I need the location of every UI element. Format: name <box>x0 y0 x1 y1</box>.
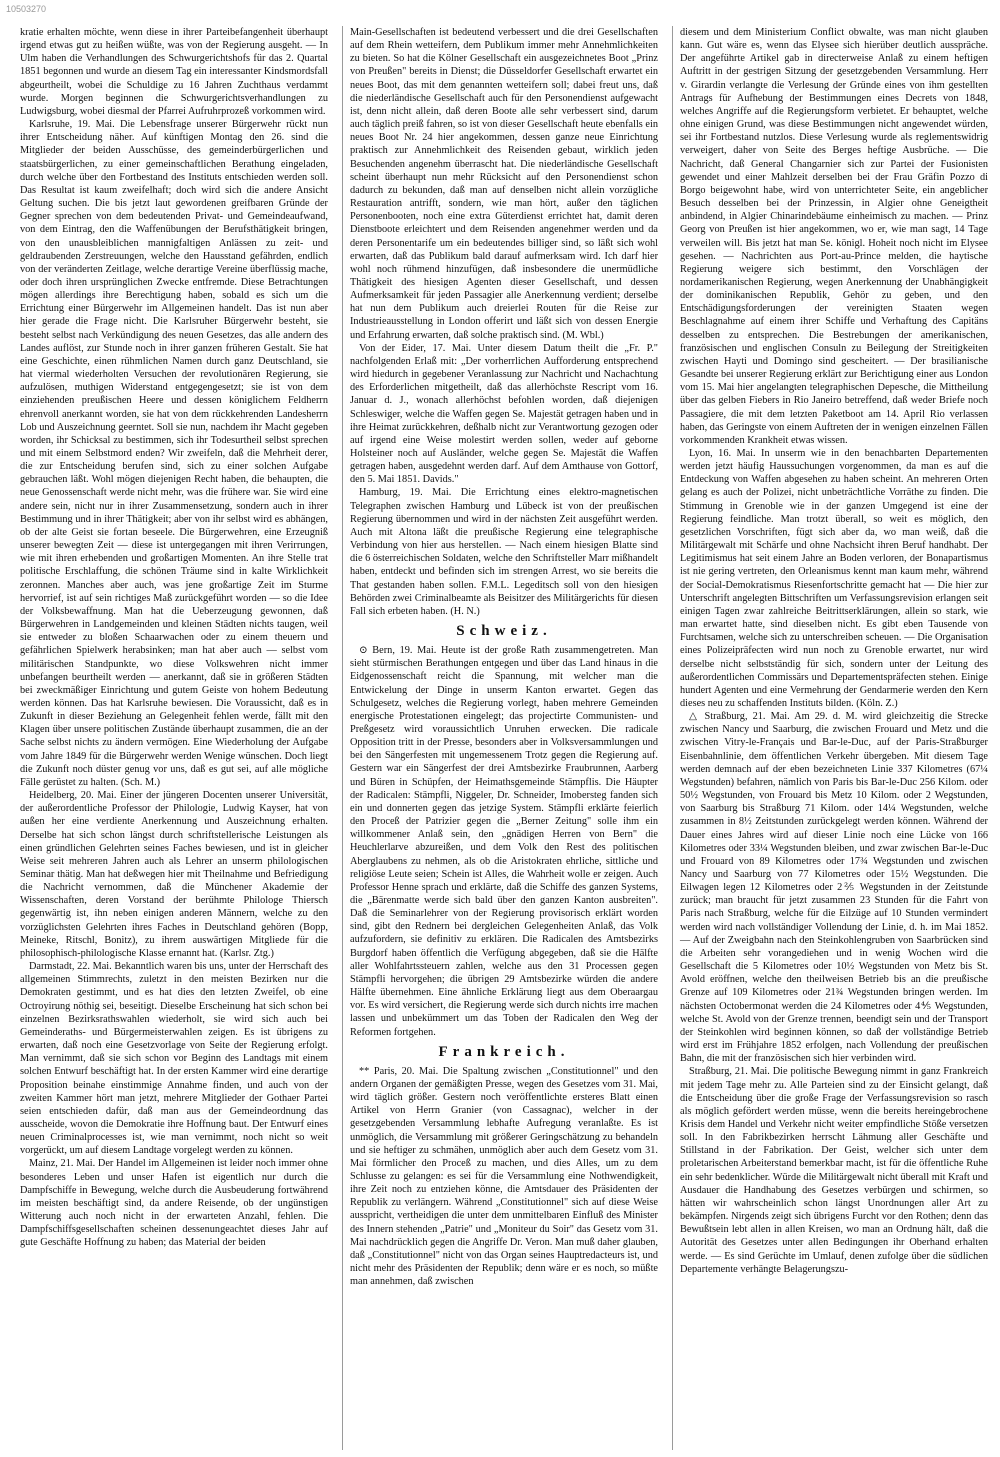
article-paragraph: Mainz, 21. Mai. Der Handel im Allgemeinen ist leider noch immer ohne besonderes Leben und unser Hafen ist eigentlich nur durch die Dampfschiffe in Bewegung, welche durch die Ausbeuderung fortwährend im meisten beschäftigt sind, da andere Reisende, ob der ungünstigen Witterung auch noch nicht in der erwarteten Anzahl, fehlen. Die Dampfschiffsgesellschaften scheinen dessenungeachtet dieses Jahr auf gute Geschäfte Hoffnung zu haben; das Material der beiden <box>20 1158 328 1249</box>
column-2 <box>342 26 658 1450</box>
article-paragraph: Von der Eider, 17. Mai. Unter diesem Datum theilt die „Fr. P." nachfolgenden Erlaß mit: „Der vorherrlichen Aufforderung entsprechend wird hiedurch in gegebener Veranlassung zur Nachricht und Nachachtung des Erforderlichen mitgetheilt, daß das allerhöchste Rescript vom 16. Januar d. J., wonach allerhöchst befohlen worden, daß diejenigen Schleswiger, welche die Waffen gegen Se. Majestät getragen haben und in ihre Heimat zurückkehren, deßhalb nicht zur Verantwortung gezogen oder auf irgend eine Weise molestirt werden sollen, weder auf geborne Holsteiner noch auf Ausländer, welche gegen Se. Majestät die Waffen getragen haben, ausgedehnt werden darf. Auf dem Amthause von Gottorf, den 5. Mai 1851. Davids." <box>350 342 658 486</box>
section-heading: Frankreich. <box>438 1043 570 1060</box>
column-3 <box>672 26 988 1450</box>
section-heading: Schweiz. <box>456 623 552 640</box>
article-paragraph: Heidelberg, 20. Mai. Einer der jüngeren Docenten unserer Universität, der außerordentliche Professor der Philologie, Ludwig Kayser, hat von außen her eine verdiente Anerkennung und Auszeichnung erhalten. Derselbe hat sich schon längst durch schriftstellerische Leistungen als einen gründlichen Gelehrten seines Faches bewiesen, und ist in gleicher Weise seit mehreren Jahren auch als Lehrer an unserm philologischen Seminar thätig. Man hat deßwegen hier mit Theilnahme und Befriedigung die Nachricht vernommen, daß die Münchener Akademie der Wissenschaften, deren Vorstand der berühmte Philologe Thiersch gegenwärtig ist, ihn neben einigen anderen Männern, welche zu den vorzüglichsten Gelehrten ihres Faches in Deutschland gehören (Bopp, Meineke, Ritschl, Bonitz), zu ihrem auswärtigen Mitgliede für die philosophisch-philologische Klasse ernannt hat. (Karlsr. Ztg.) <box>20 790 328 959</box>
article-paragraph: ⊙ Bern, 19. Mai. Heute ist der große Rath zusammengetreten. Man sieht stürmischen Berathungen entgegen und über das Land hinaus in die Eidgenossenschaft reicht die Spannung, mit welcher man die Entwickelung der Dinge in unserm Kanton erwartet. Gegen das Schulgesetz, welches die Regierung vorlegt, haben mehrere Gemeinden energische Protestationen eingelegt; das projectirte Communisten- und Preßgesetz wird voraussichtlich Unruhen erwecken. Die radicale Opposition tritt in der Presse, besonders aber in Volksversammlungen und bei den Sängerfesten mit ungemessenem Trotz gegen die Regierung auf. Gestern war ein Sängerfest der drei Amtsbezirke Fraubrunnen, Aarberg und Büren in Schüpfen, der Heimathsgemeinde Stämpflis. Die Häupter der Radicalen: Stämpfli, Niggeler, Dr. Schneider, Imobersteg fanden sich ein und donnerten gegen das jetzige System. Stämpfli erklärte feierlich den Proceß der Patrizier gegen die „Berner Zeitung" solle ihm ein willkommener Anlaß sein, den „gnädigen Herren von Bern" die Heuchlerlarve abzureißen, und dem Volk den Rest des politischen Aberglaubens zu nehmen, als ob die Aristokraten ehrliche, sittliche und religiöse Leute seien; Schein ist Alles, die Wahrheit wolle er zeigen. Auch Professor Henne sprach und erklärte, daß die Schiffe des ganzen Systems, die „Bärenmatte werde sich bald über den ganzen Kanton ausbreiten". Daß die Seminarlehrer von der Regierung provisorisch erklärt worden sind, gibt den Rednern bei dergleichen Gelegenheiten Anlaß, das Volk aufzufordern, sie definitiv zu erklären. Die Radicalen des Amtsbezirks Burgdorf haben öffentlich die Verfügung abgegeben, daß sie die Hälfte aller Wohlfahrtssteuern zahlen, welche aus den 31 Processen gegen Stämpfli hervorgehen; die übrigen 29 Amtsbezirke würden die andere Hälfte übernehmen. Eine ähnliche Erklärung liegt aus dem Oberaargau vor. Es wird versichert, die Regierung werde sich durch nichts irre machen lassen und unbekümmert um das Toben der Radicalen den Weg der Reformen fortgehen. <box>350 645 658 1038</box>
document-id: 10503270 <box>6 4 47 14</box>
column-1 <box>20 26 328 1450</box>
article-paragraph: Darmstadt, 22. Mai. Bekanntlich waren bis uns, unter der Herrschaft des allgemeinen Stimmrechts, zuletzt in den meisten Bezirken nur die Demokraten gestimmt, und es hat dies den letzten Zweifel, ob eine Octroyirung nöthig sei, beseitigt. Dieselbe Erscheinung hat sich schon bei einzelnen Bezirksrathswahlen wiederholt, sie wird sich auch bei Gemeinderaths- und Bürgermeisterwahlen zeigen. Es ist übrigens zu erwarten, daß noch eine Gesetzvorlage von Seite der Regierung erfolgt. Man vernimmt, daß sie sich schon vor Beginn des Landtags mit einem solchen Entwurf beschäftigt hat. In der ersten Kammer wird eine derartige Proposition beinahe einstimmige Annahme finden, und auch von der zweiten Kammer hört man jetzt, mehrere Mitglieder der Gothaer Partei seien entschieden dafür, daß man aus der Gemeindeordnung das ausscheide, wovon die Demokratie ihre Hoffnung baut. Der Entwurf eines neuen Criminalprocesses ist, wie man vernimmt, noch nicht so weit vorgerückt, um auf diesem Landtage vorgelegt werden zu können. <box>20 961 328 1157</box>
article-paragraph: Lyon, 16. Mai. In unserm wie in den benachbarten Departementen werden jetzt häufig Haussuchungen vorgenommen, da man es auf die Entdeckung von Waffen abgesehen zu haben scheint. An mehreren Orten gelang es auch der Polizei, nicht unbeträchtliche Vorräthe zu finden. Die Stimmung in Grenoble wie in der ganzen Umgegend ist eine der Regierung feindliche. Man trotzt überall, so weit es möglich, den gesetzlichen Vorschriften, fügt sich aber da, wo man weiß, daß die Militärgewalt mit Schärfe und ohne Nachsicht ihren Beruf handhabt. Der Legitimismus hat seit einem Jahre an Boden verloren, der Bonapartismus ist nie gering vertreten, den Orleanismus kennt man kaum mehr, während der Social-Demokratismus Riesenfortschritte gemacht hat — Die hier zur Unterschrift angelegten Bittschriften um Verfassungsrevision erlangen seit einigen Tagen zwar zahlreiche Beitrittserklärungen, allein so stark, wie man erwartet hatte, sind dieselben nicht. Es gibt eben Tausende von Furchtsamen, welche sich zu unterschreiben scheuen. — Die Organisation eines Polizeipräfecten wird nun noch zu Grenoble erwartet, nur wird derselbe nicht selbstständig für sich, sondern unter der Leitung des außerordentlichen Commissärs und Departementspräfecten stehen. Einige hundert Agenten und eine Vermehrung der Gendarmerie werden den Kern dieses neu zu schaffenden Instituts bilden. (Köln. Z.) <box>680 448 988 709</box>
newspaper-page <box>20 26 988 1450</box>
article-paragraph: Hamburg, 19. Mai. Die Errichtung eines elektro-magnetischen Telegraphen zwischen Hamburg und Lübeck ist von der preußischen Regierung übernommen und wird in der nächsten Zeit ausgeführt werden. Auch mit Altona läßt die preußische Regierung eine telegraphische Verbindung von hier aus herstellen. — Nach einem hiesigen Blatte sind die 6 österreichischen Soldaten, welche den Schriftsteller Marr mißhandelt haben, entdeckt und befinden sich im strengen Arrest, wo sie bereits die That gestanden haben sollen. F.M.L. Legeditsch soll von den hiesigen Behörden zwei Criminalbeamte als Beisitzer des Militärgerichts für diesen Fall sich erbeten haben. (H. N.) <box>350 487 658 617</box>
article-paragraph: Straßburg, 21. Mai. Die politische Bewegung nimmt in ganz Frankreich mit jedem Tage mehr zu. Alle Parteien sind zu der Einsicht gelangt, daß die Entscheidung über die große Frage der Verfassungsrevision so rasch als möglich gefördert werden müsse, wenn die bereits hereingebrochene Krisis dem Handel und Verkehr nicht weiter empfindliche Stöße versetzen soll. In den Fabrikbezirken herrscht Lähmung aller Geschäfte und Stillstand in der Fabrikation. Der Geist, welcher sich unter dem proletarischen Arbeiterstand bemerkbar macht, ist für die öffentliche Ruhe ein sehr bedenklicher. Würde die Militärgewalt nicht überall mit Kraft und Ausdauer die Handhabung des Gesetzes verbürgen und schirmen, so hätten wir wahrscheinlich schon längst Unordnungen aller Art zu bekämpfen. Nirgends zeigt sich übrigens Furcht vor den Rothen; denn das Bewußtsein lebt allen in allen Kreisen, wo man an Ordnung hält, daß die Autorität des Gesetzes unter allen Bedingungen ihr Oberhand erhalten werde. — Es sind Gerüchte im Umlauf, denen zufolge über die südlichen Departemente verhängte Belagerungszu- <box>680 1066 988 1275</box>
article-continuation: kratie erhalten möchte, wenn diese in ihrer Parteibefangenheit überhaupt irgend etwas gut zu heißen wüßte, was von der Regierung ausgeht. — In Ulm haben die Verhandlungen des Schwurgerichtshofs für das 2. Quartal 1851 begonnen und wurde an diesem Tag ein interessanter Kindsmordsfall abgeurtheilt, wobei die Schuldige zu 16 Jahren Zuchthaus verdammt wurde. Morgen beginnen die Schwurgerichtsverhandlungen zu Ludwigsburg, wobei diesmal der Pfarrei Aufruhrprozeß vorkommen wird. <box>20 27 328 117</box>
article-continuation: Main-Gesellschaften ist bedeutend verbessert und die drei Gesellschaften auf dem Rhein wetteifern, dem Publikum immer mehr Annehmlichkeiten zu bieten. So hat die Kölner Gesellschaft ein ausgezeichnetes Boot „Prinz von Preußen" bereits in Dienst; die Düsseldorfer Gesellschaft erwartet ein neues Boot, das mit dem genannten wetteifern soll; dabei freut uns, daß die niederländische Gesellschaft auch für den Personendienst aufgewacht ist, denn nicht allein, daß deren Boote alle sehr verbessert sind, darum auch täglich preiß fahren, so ist von dieser Gesellschaft heute ebenfalls ein neues Boot Nr. 24 hier angekommen, dessen ganze neue Einrichtung praktisch zur Annehmlichkeit des Reisenden gebaut, wirklich jeden Besuchenden angenehm überrascht hat. Die niederländische Gesellschaft scheint überhaupt nun mehr Rücksicht auf den Personendienst schon dadurch zu bekunden, daß man auf denselben nicht allein vorzügliche Restauration antrifft, sondern, wie man hört, außer den täglichen Personenbooten, noch eine extra Güterdienst errichtet hat, damit deren Dienstboote erleichtert und dem Reisenden angenehmer werden und da deren Personentarife um ein bedeutendes billiger sind, so läßt sich wohl erwarten, daß das Publikum bald darauf aufmerksam wird. Ich darf hier wohl noch rühmend hinzufügen, daß insbesondere die unermüdliche Thätigkeit des hiesigen Agenten dieser Gesellschaft, und dessen Aufmerksamkeit für jeden Passagier alle Anerkennung verdient; derselbe hat nun dem Publikum auch dreierlei Routen für die Reise zur Industrieausstellung in London offerirt und läßt sich von dessen Energie und Erfahrung erwarten, daß solche praktisch sind. (M. Wbl.) <box>350 27 658 341</box>
article-paragraph: Karlsruhe, 19. Mai. Die Lebensfrage unserer Bürgerwehr rückt nun ihrer Entscheidung näher. Auf künftigen Montag den 26. sind die Mitglieder der beiden Ausschüsse, des gemeinderbürgerlichen und staatsbürgerlichen, zu einer gemeinschaftlichen Berathung eingeladen, durch welche über den Fortbestand des Instituts entschieden werden soll. Das Resultat ist kaum zweifelhaft; doch wird sich die andere Ansicht Geltung suchen. Die bis jetzt laut gewordenen greifbaren Gründe der Gegner sprechen von dem bedeutenden Privat- und Gemeindeaufwand, von dem Eintrag, den die Waffenübungen der Berufsthätigkeit bringen, von den unausbleiblichen mannigfaltigen Anlässen zu zeit- und geldraubenden Zerstreuungen, welche den Hausstand gefährden, endlich von der veränderten Zeitlage, welche derartige Vereine überflüssig mache, oder doch ihren ursprünglichen Zwecke entfremde. Diese Betrachtungen mögen allerdings ihre Berechtigung haben, sobald es sich um die Errichtung einer Bürgerwehr im Allgemeinen handelt. Das ist nun aber hier gerade die Frage nicht. Die Karlsruher Bürgerwehr besteht, sie besteht selbst nach Verkündigung des neuen Gesetzes, das alle andern des Landes auflöst, zur Stunde noch in ihrer ganzen früheren Gestalt. Sie hat eine Geschichte, einen rühmlichen Namen durch ganz Deutschland, sie hat viermal wiederholten Versuchen der revolutionären Regierung, sie aufzulösen, muthigen Widerstand entgegengesetzt; sie ist von dem einziehenden preußischen Heere und dessen königlichem Feldherrn ehrenvoll anerkannt worden, sie hat von dem rückkehrenden Landesherrn Lob und Auszeichnung geerntet. Soll sie nun, nachdem ihr Macht gegeben worden, ihr Schicksal zu bestimmen, sich ihr Todesurtheil selbst sprechen und mit einem Selbstmord enden? Wir zweifeln, daß die Mehrheit derer, die zur Entscheidung berufen sind, sich zu einer solchen Aufgabe gebrauchen läßt. Wohl mögen diejenigen Recht haben, die behaupten, die neue Genossenschaft werde nicht mehr, was die frühere war. Sie wird eine andere sein, nicht nur in ihrer Zusammensetzung, sondern auch in ihrer Bestimmung und in ihrer Thätigkeit; aber von ihr selbst wird es abhängen, ob der alte Geist sie fortan beseele. Die Bürgerwehren, eine Erzeugniß unserer bewegten Zeit — diese ist untergegangen mit ihren Verirrungen, wie mit ihren erhebenden und großartigen Momenten. An ihre Stelle trat politische Erschlaffung, die schönen Träume sind in kalte Wirklichkeit zeronnen. Manches aber auch, was jene großartige Zeit im Sturme hervorrief, ist auf sein richtiges Maß zurückgeführt worden — so die Idee der Volksbewaffnung. Man hat die Ueberzeugung gewonnen, daß Bürgerwehren in Landgemeinden und kleinen Städten nichts taugen, weil sie entweder zu bloßen Schaarwachen oder zu einem theuern und gefährlichen Spielwerk herabsinken; man hat aber auch — selbst vom militärischen Standpunkte, wo diese Volkswehren nicht immer unbefangen beurtheilt werden — anerkannt, daß sie in größeren Städten bei zweckmäßiger Einrichtung und gutem Geiste von hohem Bedeutung werden können. Das hat Karlsruhe bewiesen. Die Voraussicht, daß es in Zukunft in dieser Beziehung an Gelegenheit fehlen werde, fällt mit den Klagen über unsere politischen Zustände überhaupt zusammen, die an der Sache selbst nichts zu ändern vermögen. Eine Wiederholung der Aufgabe vom Jahre 1849 für die Bürgerwehr werden Wenige wünschen. Doch liegt die Zukunft noch düster genug vor uns, daß es gut sei, auf alle mögliche Fälle gerüstet zu halten. (Sch. M.) <box>20 119 328 788</box>
article-paragraph: △ Straßburg, 21. Mai. Am 29. d. M. wird gleichzeitig die Strecke zwischen Nancy und Saarburg, die zwischen Frouard und Metz und die zwischen Vitry-le-Français und Bar-le-Duc, auf der Paris-Straßburger Eisenbahnlinie, dem öffentlichen Verkehr übergeben. Mit diesem Tage werden demnach auf der eben bezeichneten Linie 337 Kilometres (67¼ Wegstunden) befahren, nämlich von Paris bis Bar-le-Duc 256 Kilom. oder 50½ Wegstunden, von Frouard bis Metz 10 Kilom. oder 2 Wegstunden, von Saarburg bis Straßburg 71 Kilom. oder 14¼ Wegstunden, welche zusammen in 8½ Zeitstunden zurückgelegt werden können. Während der Dauer eines Jahres wird auf dieser Linie noch eine Lücke von 166 Kilometres oder 33¼ Wegstunden bleiben, und zwar zwischen Bar-le-Duc und Frouard von 89 Kilometres oder 17¾ Wegstunden und zwischen Nancy und Saarburg von 77 Kilometres oder 15½ Wegstunden. Die Eilwagen legen 12 Kilometres oder 2⅖ Wegstunden in der Zeitstunde zurück; man braucht für jetzt zusammen 23 Stunden für die Fahrt von Paris nach Straßburg, welche für die Eilzüge auf 10 Stunden vermindert werden wird nach vollständiger Vollendung der Linie, d. h. im Mai 1852. — Auf der Zweigbahn nach den Steinkohlengruben von Saarbrücken sind die Arbeiten sehr vorangediehen und in wenig Wochen wird die Gesellschaft die 5 Kilometres oder 10½ Wegstunden von Metz bis St. Avold eröffnen, welche den theilweisen Betrieb bis an die preußische Grenze auf 109 Kilometres oder 21¾ Wegstunden bringen werden. Im nächsten Octobermonat werden die 24 Kilometres oder 4⅘ Wegstunden, welche St. Avold von der Grenze trennen, beendigt sein und der Transport der Steinkohlen wird beginnen können, so daß der vollständige Betrieb wird erst im Frühjahre 1852 erfolgen, nach Vollendung der preußischen Bahn, die mit der französischen sich hier verbinden wird. <box>680 711 988 1065</box>
article-paragraph: ** Paris, 20. Mai. Die Spaltung zwischen „Constitutionnel" und den andern Organen der gemäßigten Presse, wegen des Gesetzes vom 31. Mai, wird täglich größer. Gestern noch veröffentlichte ersteres Blatt einen Artikel von Herrn Granier (von Cassagnac), welcher in der gesetzgebenden Versammlung lebhafte Aufregung veranlaßte. Es ist unmöglich, die Versammlung mit größerer Geringschätzung zu behandeln und sie heftiger zu schmähen, unmöglich aber auch dem Gesetz vom 31. Mai förmlicher den Proceß zu machen, und dies Alles, um zu dem Schlusse zu gelangen: es sei für die Versammlung eine Nothwendigkeit, ihre Zeit noch zu entziehen könne, die Amtsdauer des Präsidenten der Republik zu verlängern. Während „Constitutionnel" sich auf diese Weise ausspricht, vertheidigen die unter dem unmittelbaren Einfluß des Minister des Innern stehenden „Patrie" und „Moniteur du Soir" das Gesetz vom 31. Mai nachdrücklich gegen die Angriffe Dr. Veron. Man muß daher glauben, daß „Constitutionnel" nicht von das Organ seines Hauptredacteurs ist, und nicht mehr des Präsidenten der Republik; denn wäre er es noch, so müßte man annehmen, daß zwischen <box>350 1065 658 1288</box>
article-continuation: diesem und dem Ministerium Conflict obwalte, was man nicht glauben kann. Gut wäre es, wenn das Elysee sich hierüber deutlich ausspräche. Der angeführte Artikel gab in directerweise Anlaß zu einem heftigen Auftritt in der gestrigen Sitzung der gesetzgebenden Versammlung. Herr v. Girardin verlangte die Verlesung der Gründe eines von ihm gestellten Antrags für Aufhebung der Bestimmungen eines Decrets von 1848, welches Angriffe auf die Regierungsform verbietet. Er behauptet, welche ohne einigen Grund, was diese Bestimmungen nicht angewendet würden, sei ihr Fortbestand nutzlos. Diese Verlesung wurde als reglementswidrig verweigert, daher von Seite des Berges heftige Ausbrüche. — Die Nachricht, daß General Changarnier sich zur Partei der Fusionisten gewendet und einer Mahlzeit derselben bei der Frau Gräfin Pozzo di Borgo beigewohnt habe, wird von unterrichteter Seite, ein angeblicher Besuch desselben bei der Prinzessin, in Algier ohne Geneigtheit anbindend, in Algier Chinarindebäume einheimisch zu machen. — Prinz Georg von Preußen ist hier angekommen, wo er, wie man sagt, 14 Tage verweilen will. Bis jetzt hat man Se. königl. Hoheit noch nicht im Elysee gesehen. — Nachrichten aus Port-au-Prince melden, die haytische Regierung weigere sich bestimmt, den Vorschlägen der nordamerikanischen Regierung, wegen Anerkennung der Unabhängigkeit der dominikanischen Republik, Gehör zu geben, und den Entschädigungsforderungen der vereinigten Staaten wegen Beschlagnahme auf einem ihrer Schiffe und Verhaftung des Capitäns desselben zu entsprechen. Die Bestrebungen der amerikanischen, französischen und englischen Consuln zu Beilegung der Streitigkeiten zwischen Hayti und Domingo sind gescheitert. — Der brasilianische Gesandte bei unserer Regierung erklärt zur Berichtigung einer aus London vom 15. Mai hier angelangten telegraphischen Depesche, die Mittheilung über das gelben Fiebers in Rio Janeiro betreffend, daß weder Briefe noch Passagiere, die mit dem letzten Paketboot am 14. April Rio verlassen haben, das Geringste von einem Auftreten der in wenigen einzelnen Fällen vorkommenden Krankheit etwas wissen. <box>680 27 988 446</box>
